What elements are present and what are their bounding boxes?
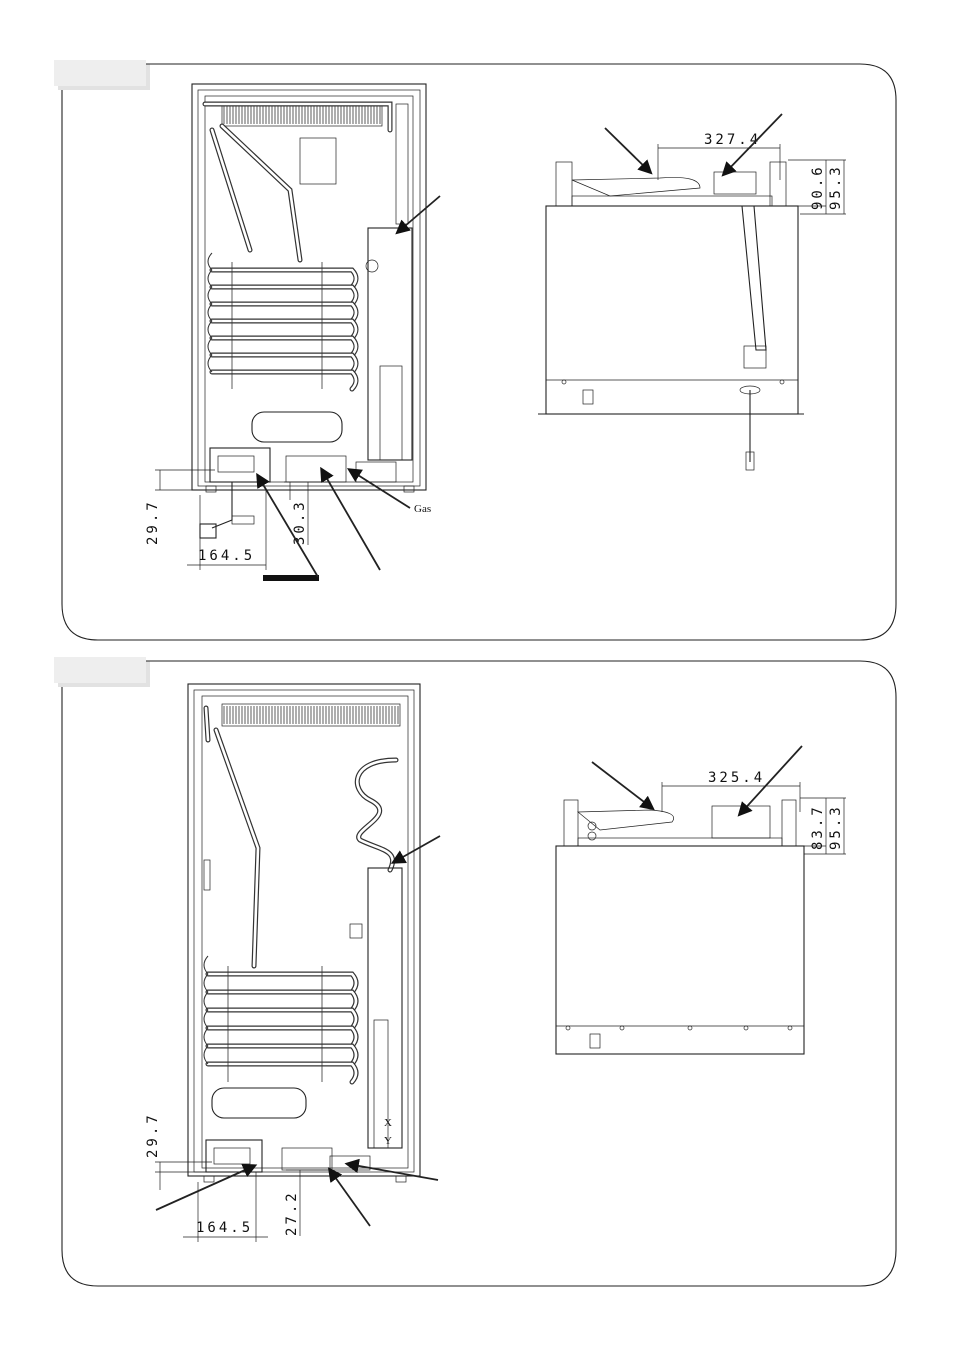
control-box-bottom (206, 1140, 262, 1172)
coil-pipe (208, 1010, 356, 1028)
coil-pipe-inner (208, 1028, 356, 1046)
tank-bottom (212, 1088, 306, 1118)
leader-top-view-a (605, 128, 650, 172)
coil-bend (204, 1028, 208, 1046)
condenser-fins-top (222, 104, 382, 126)
coil-pipe-inner (212, 270, 356, 287)
dim-height-center-bottom (284, 1170, 330, 1236)
leader-burner-bottom (330, 1170, 370, 1226)
coil-pipe (212, 287, 356, 304)
coil-pipe-inner (212, 372, 356, 389)
panel-top-frame (62, 64, 896, 640)
dim-height-left-top (145, 470, 215, 545)
leader-burner-top (322, 470, 380, 570)
dim-29-7-top: 29.7 (145, 499, 161, 545)
coil-pipe (208, 1064, 356, 1082)
flue-tube (742, 206, 766, 350)
coil-bend (208, 253, 212, 270)
coil-bend (208, 355, 212, 372)
coil-bend (204, 1010, 208, 1028)
boiler-housing-bottom (368, 868, 402, 1148)
redacted-label-bar (263, 575, 319, 581)
dim-height-center-top (284, 482, 330, 545)
coil-pipe (212, 270, 356, 287)
dim-83-7: 83.7 (810, 804, 826, 850)
dim-29-7-bottom: 29.7 (145, 1112, 161, 1158)
coil-bend (204, 974, 208, 992)
dim-top-heights-top (788, 160, 846, 214)
dim-top-heights-bottom (800, 798, 846, 854)
absorber-coils-bottom (204, 956, 356, 1082)
gas-label: Gas (414, 503, 432, 515)
dim-95-3-top: 95.3 (828, 164, 844, 210)
dim-95-3-bottom: 95.3 (828, 804, 844, 850)
coil-bend (204, 992, 208, 1010)
power-cable-top (212, 482, 232, 528)
leader-flue-top (398, 196, 440, 232)
coil-pipe-inner (208, 1064, 356, 1082)
tank-top (252, 412, 342, 442)
coil-bend (204, 956, 208, 974)
absorber-coils-top (208, 253, 356, 389)
coil-pipe-inner (212, 287, 356, 304)
coil-pipe-inner (212, 355, 356, 372)
coil-pipe-inner (212, 338, 356, 355)
coil-pipe (208, 1028, 356, 1046)
coil-pipe (212, 372, 356, 389)
leader-flue-bottom (394, 836, 440, 862)
coil-pipe-inner (208, 1046, 356, 1064)
leader-control-bottom (156, 1166, 254, 1210)
panel-bottom (54, 657, 896, 1286)
dim-327-4: 327.4 (704, 132, 762, 148)
dim-30-3-top: 30.3 (292, 499, 308, 545)
coil-pipe (208, 974, 356, 992)
coil-pipe (208, 992, 356, 1010)
y-label: Y (384, 1135, 392, 1147)
leader-gas-top (350, 470, 410, 508)
coil-pipe (208, 1046, 356, 1064)
fridge-top-view-top (538, 162, 804, 470)
coil-pipe-inner (208, 974, 356, 992)
dim-27-2: 27.2 (284, 1190, 300, 1236)
dim-top-width-top (658, 132, 780, 180)
dim-164-5-bottom: 164.5 (196, 1220, 254, 1236)
dim-164-5-top: 164.5 (198, 548, 256, 564)
panel-top (54, 60, 896, 640)
fridge-top-view-bottom (556, 800, 804, 1054)
coil-bend (208, 321, 212, 338)
coil-pipe-inner (212, 321, 356, 338)
coil-bend (208, 304, 212, 321)
leader-control-top (258, 476, 318, 577)
coil-pipe (212, 338, 356, 355)
fridge-back-view-bottom (188, 684, 420, 1182)
coil-pipe-inner (208, 1010, 356, 1028)
dim-325-4: 325.4 (708, 770, 766, 786)
x-label: X (384, 1117, 392, 1129)
coil-pipe-inner (212, 304, 356, 321)
dim-width-left-top (187, 490, 266, 570)
coil-bend (204, 1046, 208, 1064)
boiler-housing-top (368, 228, 412, 460)
leader-top-view-c (592, 762, 652, 808)
coil-pipe (212, 355, 356, 372)
panel-bottom-frame (62, 661, 896, 1286)
coil-bend (208, 338, 212, 355)
coil-bend (208, 287, 212, 304)
coil-bend (208, 270, 212, 287)
dim-90-6: 90.6 (810, 164, 826, 210)
control-box-top (210, 448, 270, 482)
fridge-back-view-top (192, 84, 426, 538)
coil-pipe (212, 321, 356, 338)
coil-pipe-inner (208, 992, 356, 1010)
label-plate (300, 138, 336, 184)
coil-pipe (212, 304, 356, 321)
dim-width-left-bottom (183, 1172, 268, 1242)
